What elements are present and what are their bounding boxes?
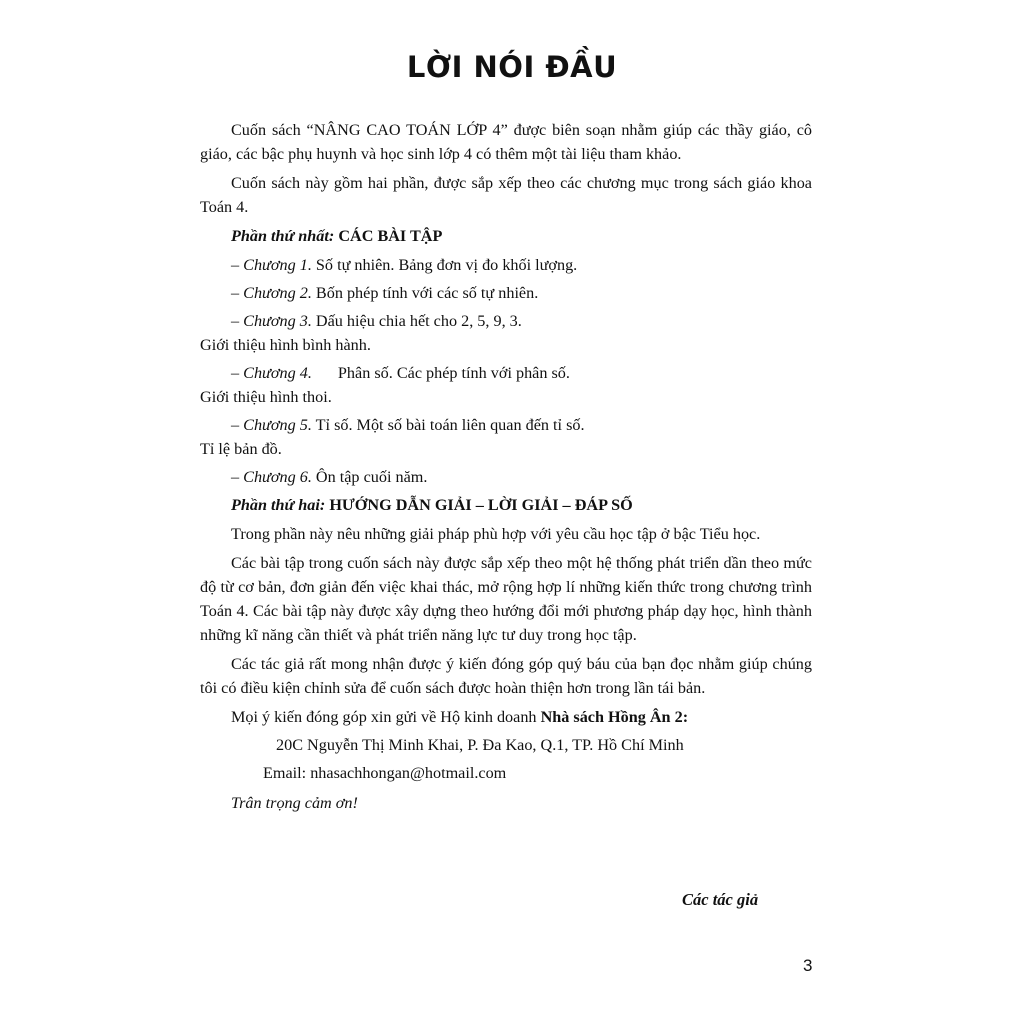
chapter-text: Bốn phép tính với các số tự nhiên. <box>315 284 539 302</box>
chapter-text: Tỉ số. Một số bài toán liên quan đến tỉ số. <box>315 416 585 434</box>
contact-line <box>200 705 812 729</box>
chapter-label: – Chương 6. <box>231 468 312 486</box>
chapter-label: – Chương 5. <box>231 416 312 434</box>
chapter-text: Số tự nhiên. Bảng đơn vị đo khối lượng. <box>315 256 578 274</box>
chapter-1 <box>200 253 812 277</box>
chapter-5 <box>200 413 812 437</box>
part1-title: CÁC BÀI TẬP <box>338 227 443 245</box>
chapter-4 <box>200 361 812 385</box>
part2-title: HƯỚNG DẪN GIẢI – LỜI GIẢI – ĐÁP SỐ <box>329 496 633 514</box>
publisher-name: Nhà sách Hồng Ân 2 <box>540 708 683 726</box>
chapter-5-continuation: Tỉ lệ bản đồ. <box>200 440 282 458</box>
chapter-3-continuation: Giới thiệu hình bình hành. <box>200 336 371 354</box>
part1-label: Phần thứ nhất: <box>231 227 335 245</box>
intro-paragraph-1: Cuốn sách “NÂNG CAO TOÁN LỚP 4” được biên soạn nhằm giúp các thầy giáo, cô giáo, các bậc phụ huynh và học sinh lớp 4 có thêm một tài liệu tham khảo. <box>200 121 812 163</box>
chapter-label: – Chương 3. <box>231 312 312 330</box>
paragraph-3: Các tác giả rất mong nhận được ý kiến đóng góp quý báu của bạn đọc nhằm giúp chúng tôi có điều kiện chỉnh sửa để cuốn sách được hoàn thiện hơn trong lần tái bản. <box>200 655 812 697</box>
document-body <box>200 118 812 815</box>
publisher-colon: : <box>682 708 689 726</box>
chapter-label: – Chương 1. <box>231 256 312 274</box>
chapter-6 <box>200 465 812 489</box>
email-line: Email: nhasachhongan@hotmail.com <box>263 764 507 782</box>
paragraph-2: Các bài tập trong cuốn sách này được sắp xếp theo một hệ thống phát triển dần theo mức độ từ cơ bản, đơn giản đến việc khai thác, mở rộng hợp lí những kiến thức trong chương trình Toán 4. Các bài tập này được xây dựng theo hướng đổi mới phương pháp dạy học, hình thành những kĩ năng cần thiết và phát triển năng lực tư duy trong học tập. <box>200 554 812 644</box>
signature: Các tác giả <box>682 890 759 909</box>
part1-heading <box>200 224 812 248</box>
chapter-text: Ôn tập cuối năm. <box>315 468 428 486</box>
contact-intro: Mọi ý kiến đóng góp xin gửi về Hộ kinh doanh <box>231 708 537 726</box>
chapter-2 <box>200 281 812 305</box>
part2-heading <box>200 493 812 517</box>
chapter-text: Phân số. Các phép tính với phân số. <box>337 364 570 382</box>
page-number: 3 <box>803 956 813 975</box>
page-title: LỜI NÓI ĐẦU <box>406 50 618 84</box>
chapter-3 <box>200 309 812 333</box>
chapter-text: Dấu hiệu chia hết cho 2, 5, 9, 3. <box>315 312 522 330</box>
address-line: 20C Nguyễn Thị Minh Khai, P. Đa Kao, Q.1, TP. Hồ Chí Minh <box>276 736 684 754</box>
chapter-label: – Chương 4. <box>231 364 312 382</box>
chapter-label: – Chương 2. <box>231 284 312 302</box>
intro-paragraph-2: Cuốn sách này gồm hai phần, được sắp xếp theo các chương mục trong sách giáo khoa Toán 4. <box>200 174 812 216</box>
closing-line: Trân trọng cảm ơn! <box>231 794 358 812</box>
part2-label: Phần thứ hai: <box>231 496 326 514</box>
paragraph-1: Trong phần này nêu những giải pháp phù hợp với yêu cầu học tập ở bậc Tiểu học. <box>231 525 761 543</box>
chapter-4-continuation: Giới thiệu hình thoi. <box>200 388 332 406</box>
